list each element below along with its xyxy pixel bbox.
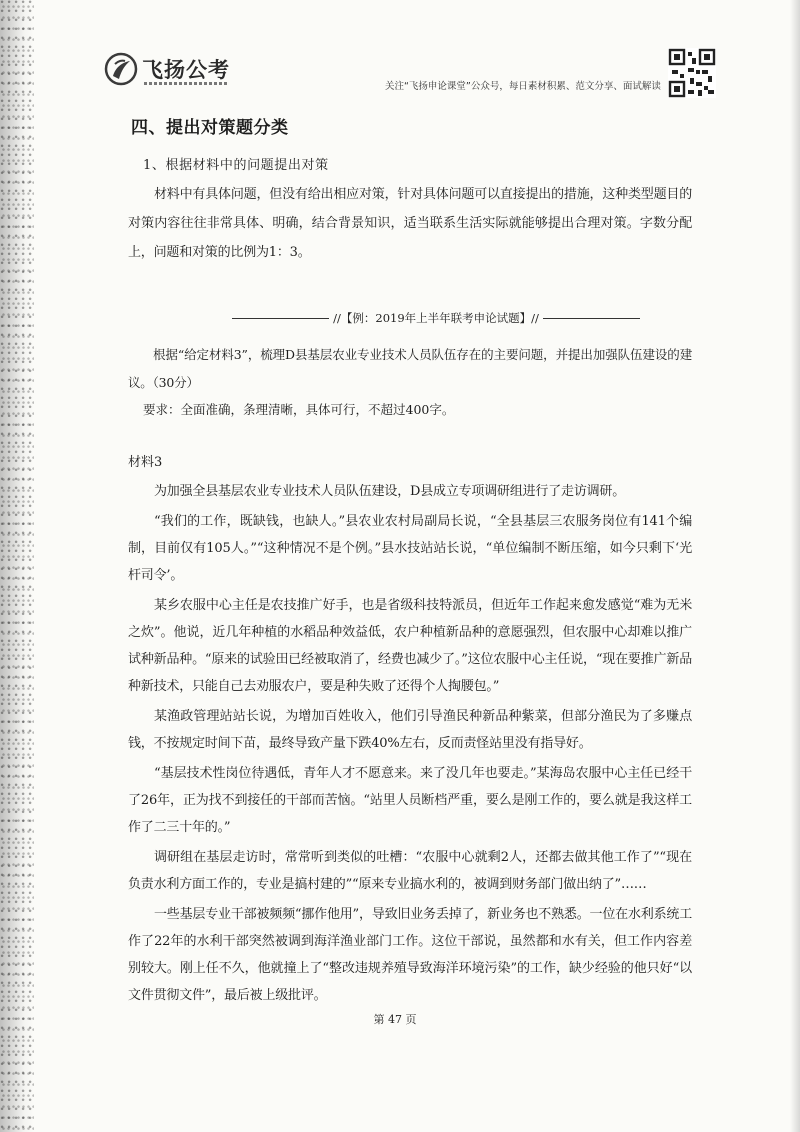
subsection-title: 1、根据材料中的问题提出对策 bbox=[143, 158, 329, 173]
page-number: 第 47 页 bbox=[373, 1013, 417, 1026]
divider-rule-right bbox=[543, 318, 640, 319]
intro-paragraph-block bbox=[128, 180, 692, 267]
material-paragraph: “基层技术性岗位待遇低，青年人才不愿意来。来了没几年也要走。”某海岛农服中心主任已经干了26年，正为找不到接任的干部而苦恼。“站里人员断档严重，要么是刚工作的，要么就是我这样工作了二三十年的。” bbox=[128, 766, 692, 835]
intro-paragraph: 材料中有具体问题，但没有给出相应对策，针对具体问题可以直接提出的措施，这种类型题目的对策内容往往非常具体、明确，结合背景知识，适当联系生活实际就能够提出合理对策。字数分配上，问题和对策的比例为1：3。 bbox=[128, 187, 692, 260]
material-title: 材料3 bbox=[128, 455, 163, 470]
logo-text: 飞扬公考 bbox=[142, 58, 230, 82]
logo-subline bbox=[144, 82, 228, 85]
scan-edge-left bbox=[0, 0, 34, 1132]
logo-swirl-icon bbox=[104, 52, 138, 86]
material-paragraph: 某乡农服中心主任是农技推广好手，也是省级科技特派员，但近年工作起来愈发感觉“难为无米之炊”。他说，近几年种植的水稻品种效益低，农户种植新品种的意愿强烈，但农服中心却难以推广试种新品种。“原来的试验田已经被取消了，经费也减少了。”这位农服中心主任说，“现在要推广新品种新技术，只能自己去劝服农户，要是种失败了还得个人掏腰包。” bbox=[128, 598, 692, 694]
material-paragraph: 为加强全县基层农业专业技术人员队伍建设，D县成立专项调研组进行了走访调研。 bbox=[154, 484, 626, 499]
material-paragraph: “我们的工作，既缺钱，也缺人。”县农业农村局副局长说，“全县基层三农服务岗位有141个编制，目前仅有105人。”“这种情况不是个例。”县水技站站长说，“单位编制不断压缩，如今只剩下‘光杆司令’。 bbox=[128, 514, 692, 583]
qr-code bbox=[668, 48, 716, 98]
header-notice: 关注“飞扬申论课堂”公众号，每日素材积累、范文分享、面试解读 bbox=[385, 81, 661, 92]
scan-edge-right bbox=[790, 0, 800, 1132]
question-block bbox=[128, 341, 692, 397]
material-paragraph: 调研组在基层走访时，常常听到类似的吐槽：“农服中心就剩2人，还都去做其他工作了”“现在负责水利方面工作的，专业是搞村建的”“原来专业搞水利的，被调到财务部门做出纳了”…… bbox=[128, 850, 692, 892]
material-paragraph: 一些基层专业干部被频频“挪作他用”，导致旧业务丢掉了，新业务也不熟悉。一位在水利系统工作了22年的水利干部突然被调到海洋渔业部门工作。这位干部说，虽然都和水有关，但工作内容差别较大。刚上任不久，他就撞上了“整改违规养殖导致海洋环境污染”的工作，缺少经验的他只好“以文件贯彻文件”，最后被上级批评。 bbox=[128, 907, 692, 1003]
example-banner: //【例：2019年上半年联考申论试题】// bbox=[333, 311, 539, 325]
question-requirement: 要求：全面准确，条理清晰，具体可行，不超过400字。 bbox=[143, 402, 455, 417]
section-title: 四、提出对策题分类 bbox=[131, 118, 289, 138]
material-body bbox=[128, 478, 692, 1009]
material-paragraph: 某渔政管理站站长说，为增加百姓收入，他们引导渔民种新品种紫菜，但部分渔民为了多赚点钱，不按规定时间下苗，最终导致产量下跌40%左右，反而责怪站里没有指导好。 bbox=[128, 709, 692, 751]
divider-rule-left bbox=[232, 318, 329, 319]
example-divider bbox=[232, 306, 640, 330]
question-prompt: 根据“给定材料3”，梳理D县基层农业专业技术人员队伍存在的主要问题，并提出加强队伍建设的建议。（30分） bbox=[128, 347, 692, 390]
page-header bbox=[100, 46, 720, 102]
